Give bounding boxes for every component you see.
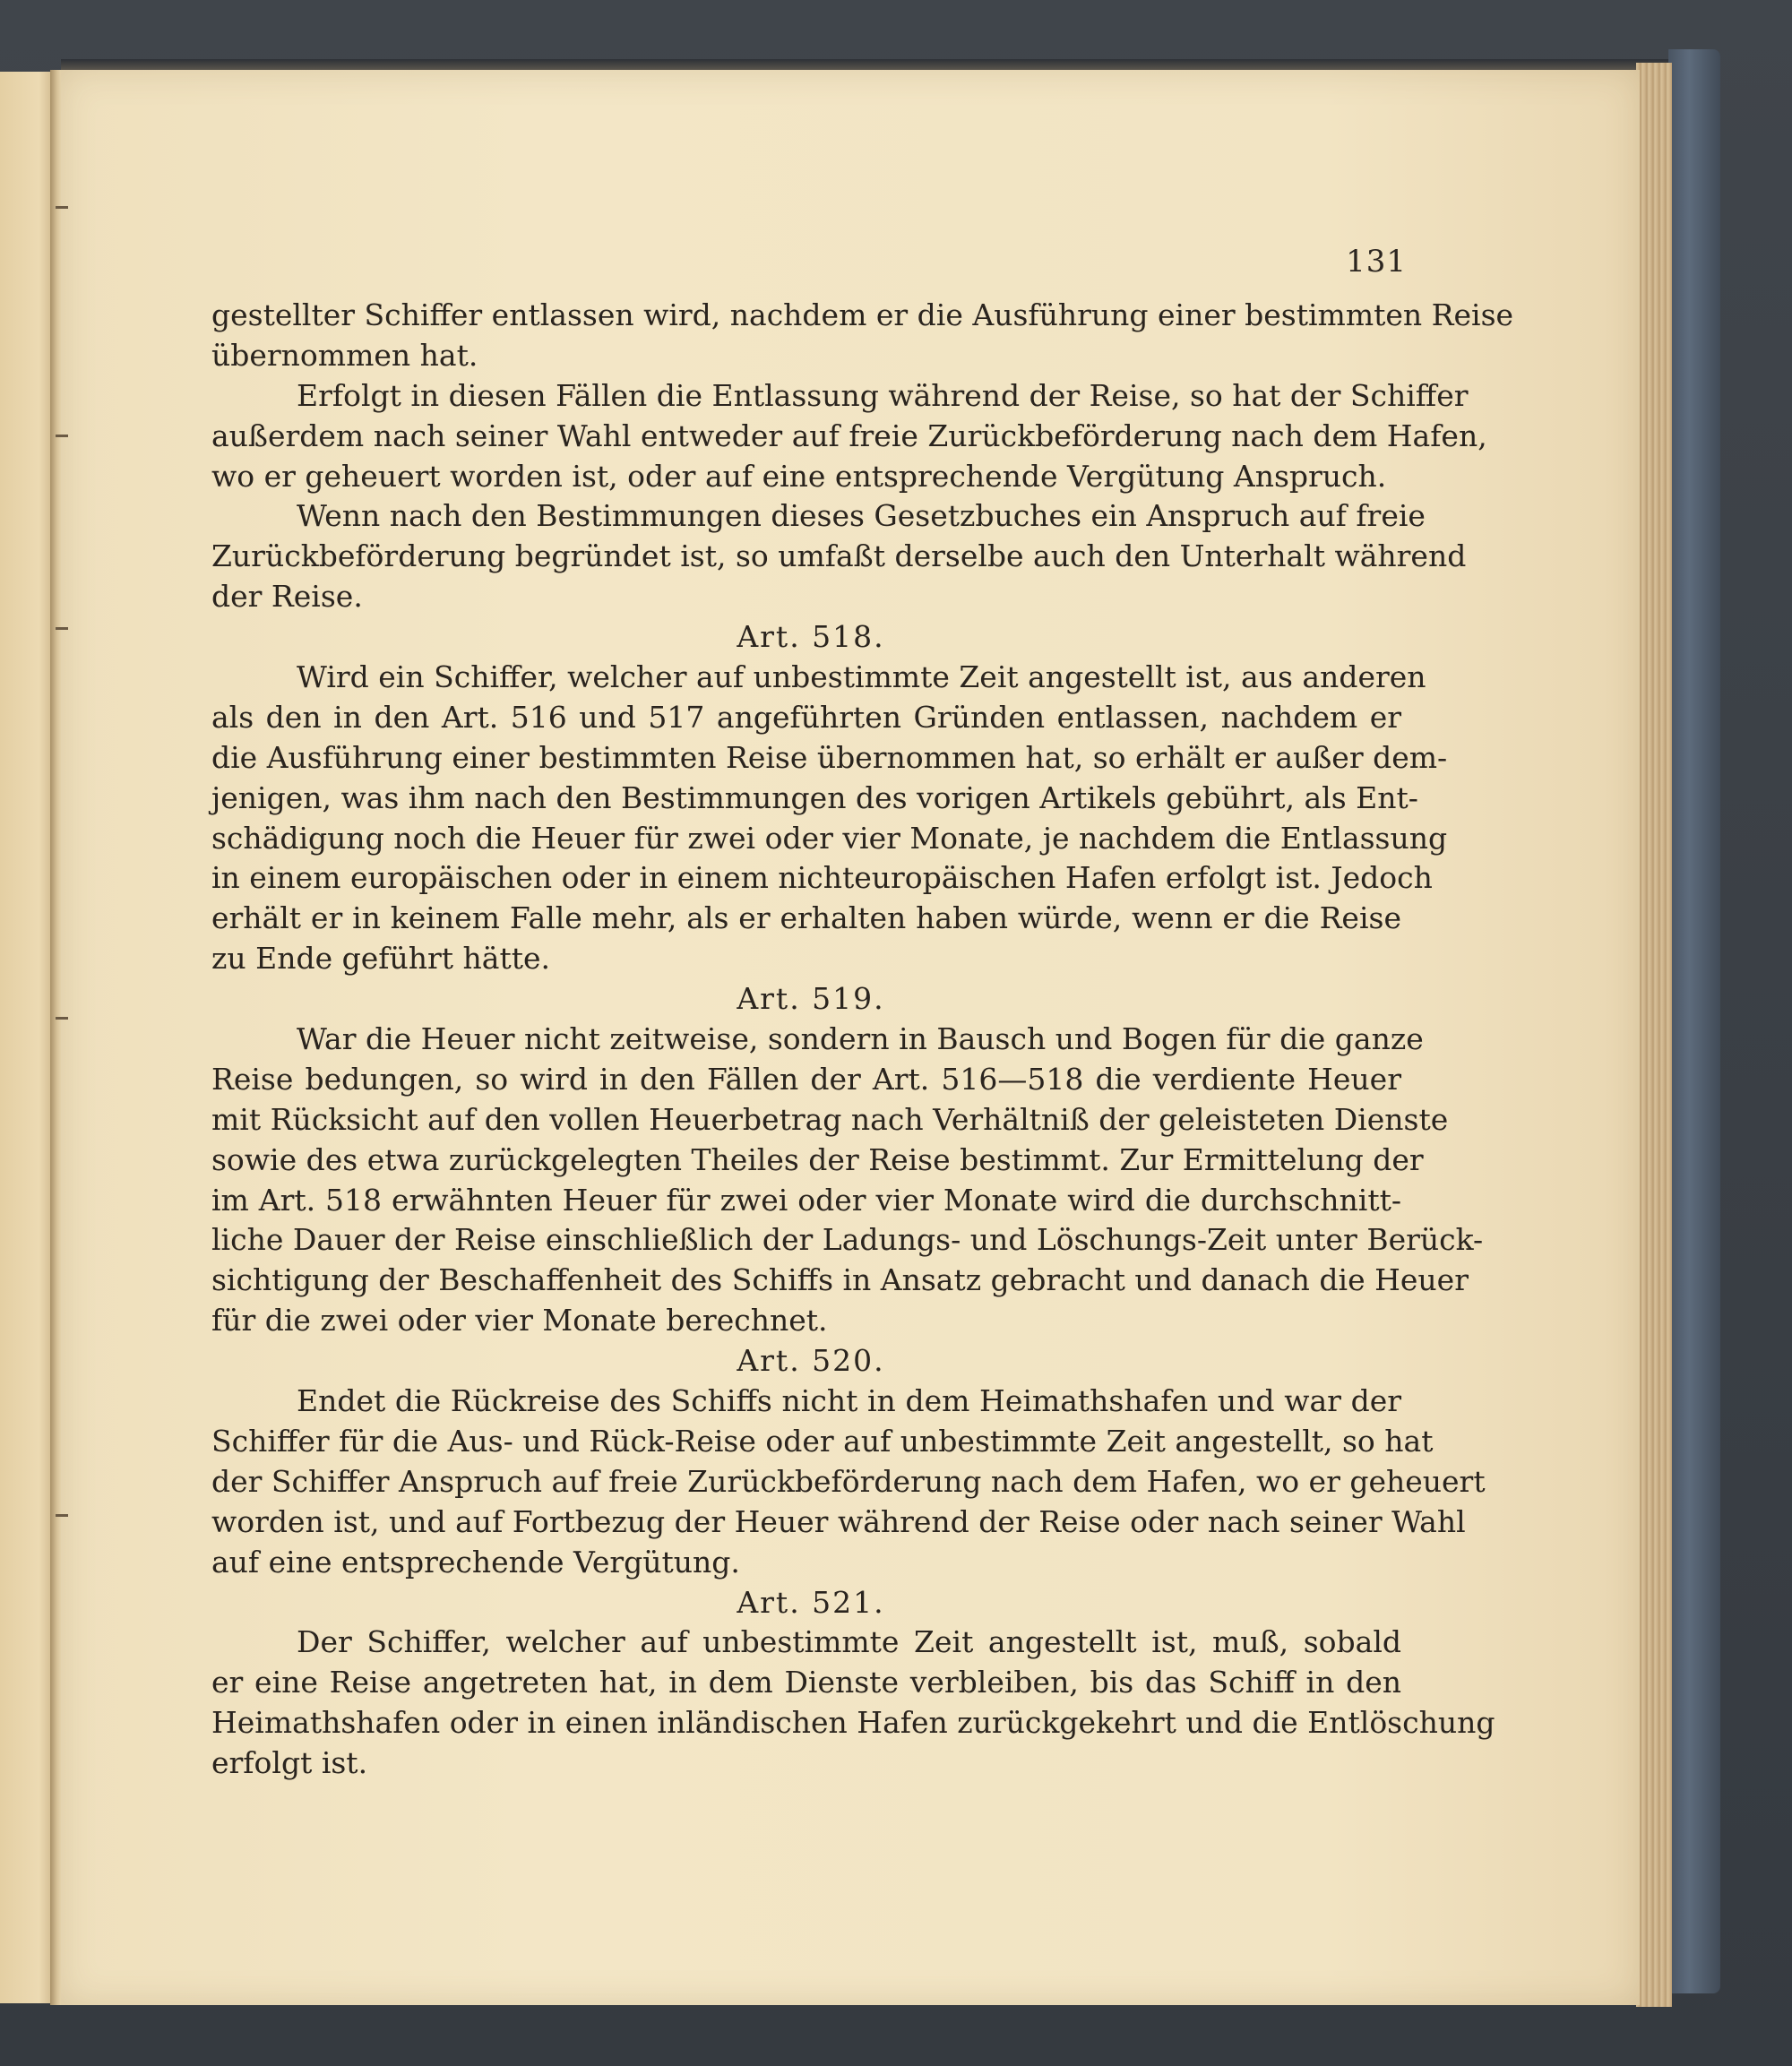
text-line: sowie des etwa zurückgelegten Theiles der Reise bestimmt. Zur Ermittelung der xyxy=(211,1141,1424,1177)
text-line: gestellter Schiffer entlassen wird, nachdem er die Ausführung einer bestimmten Reise xyxy=(211,297,1514,332)
article-heading: Art. 518. xyxy=(737,619,885,655)
text-line: Wenn nach den Bestimmungen dieses Gesetzbuches ein Anspruch auf freie xyxy=(297,498,1426,534)
paragraph xyxy=(211,376,1487,497)
text-line: Reise bedungen, so wird in den Fällen der Art. 516—518 die verdiente Heuer xyxy=(211,1061,1401,1097)
text-line: wo er geheuert worden ist, oder auf eine entsprechende Vergütung Anspruch. xyxy=(211,458,1387,494)
text-line: der Schiffer Anspruch auf freie Zurückbeförderung nach dem Hafen, wo er geheuert xyxy=(211,1463,1486,1499)
article-heading: Art. 519. xyxy=(737,981,885,1017)
text-line: zu Ende geführt hätte. xyxy=(211,941,550,977)
article-paragraph xyxy=(211,1020,1484,1341)
text-line: jenigen, was ihm nach den Bestimmungen des vorigen Artikels gebührt, als Ent- xyxy=(211,779,1418,815)
left-page-edge xyxy=(0,72,56,2003)
text-line: als den in den Art. 516 und 517 angeführten Gründen entlassen, nachdem er xyxy=(211,699,1401,735)
page-number: 131 xyxy=(1346,244,1407,280)
article-paragraph xyxy=(211,1382,1486,1582)
text-line: in einem europäischen oder in einem nichteuropäischen Hafen erfolgt ist. Jedoch xyxy=(211,860,1433,896)
text-line: War die Heuer nicht zeitweise, sondern in Bausch und Bogen für die ganze xyxy=(297,1021,1424,1057)
text-line: liche Dauer der Reise einschließlich der Ladungs- und Löschungs-Zeit unter Berück- xyxy=(211,1222,1484,1258)
text-line: übernommen hat. xyxy=(211,337,478,373)
text-line: außerdem nach seiner Wahl entweder auf freie Zurückbeförderung nach dem Hafen, xyxy=(211,418,1487,453)
text-line: Heimathshafen oder in einen inländischen Hafen zurückgekehrt und die Entlöschung xyxy=(211,1705,1495,1741)
text-line: auf eine entsprechende Vergütung. xyxy=(211,1544,740,1580)
text-line: worden ist, und auf Fortbezug der Heuer während der Reise oder nach seiner Wahl xyxy=(211,1503,1466,1539)
text-line: der Reise. xyxy=(211,579,363,615)
text-line: für die zwei oder vier Monate berechnet. xyxy=(211,1303,828,1339)
text-line: Der Schiffer, welcher auf unbestimmte Zeit angestellt ist, muß, sobald xyxy=(297,1624,1401,1660)
text-line: erfolgt ist. xyxy=(211,1745,368,1781)
text-line: Zurückbeförderung begründet ist, so umfaßt derselbe auch den Unterhalt während xyxy=(211,538,1467,574)
article-paragraph xyxy=(211,1623,1495,1784)
book-cover-edge xyxy=(1668,49,1720,1993)
text-line: im Art. 518 erwähnten Heuer für zwei oder vier Monate wird die durchschnitt- xyxy=(211,1182,1401,1218)
page-stack-edge xyxy=(1636,63,1672,2007)
text-line: Schiffer für die Aus- und Rück-Reise oder auf unbestimmte Zeit angestellt, so hat xyxy=(211,1423,1434,1459)
text-line: erhält er in keinem Falle mehr, als er erhalten haben würde, wenn er die Reise xyxy=(211,900,1401,936)
article-heading: Art. 521. xyxy=(737,1584,885,1620)
text-line: sichtigung der Beschaffenheit des Schiffs in Ansatz gebracht und danach die Heuer xyxy=(211,1262,1469,1298)
text-line: Endet die Rückreise des Schiffs nicht in dem Heimathshafen und war der xyxy=(297,1383,1401,1419)
text-line: Erfolgt in diesen Fällen die Entlassung während der Reise, so hat der Schiffer xyxy=(297,377,1469,413)
article-heading: Art. 520. xyxy=(737,1343,885,1379)
paragraph xyxy=(211,296,1514,376)
paragraph xyxy=(211,496,1467,617)
text-line: mit Rücksicht auf den vollen Heuerbetrag nach Verhältniß der geleisteten Dienste xyxy=(211,1101,1449,1137)
page-body xyxy=(211,296,1514,1784)
article-paragraph xyxy=(211,658,1448,979)
text-line: die Ausführung einer bestimmten Reise übernommen hat, so erhält er außer dem- xyxy=(211,739,1448,775)
text-line: schädigung noch die Heuer für zwei oder vier Monate, je nachdem die Entlassung xyxy=(211,820,1448,856)
text-line: Wird ein Schiffer, welcher auf unbestimmte Zeit angestellt ist, aus anderen xyxy=(297,659,1426,695)
text-line: er eine Reise angetreten hat, in dem Dienste verbleiben, bis das Schiff in den xyxy=(211,1665,1401,1700)
